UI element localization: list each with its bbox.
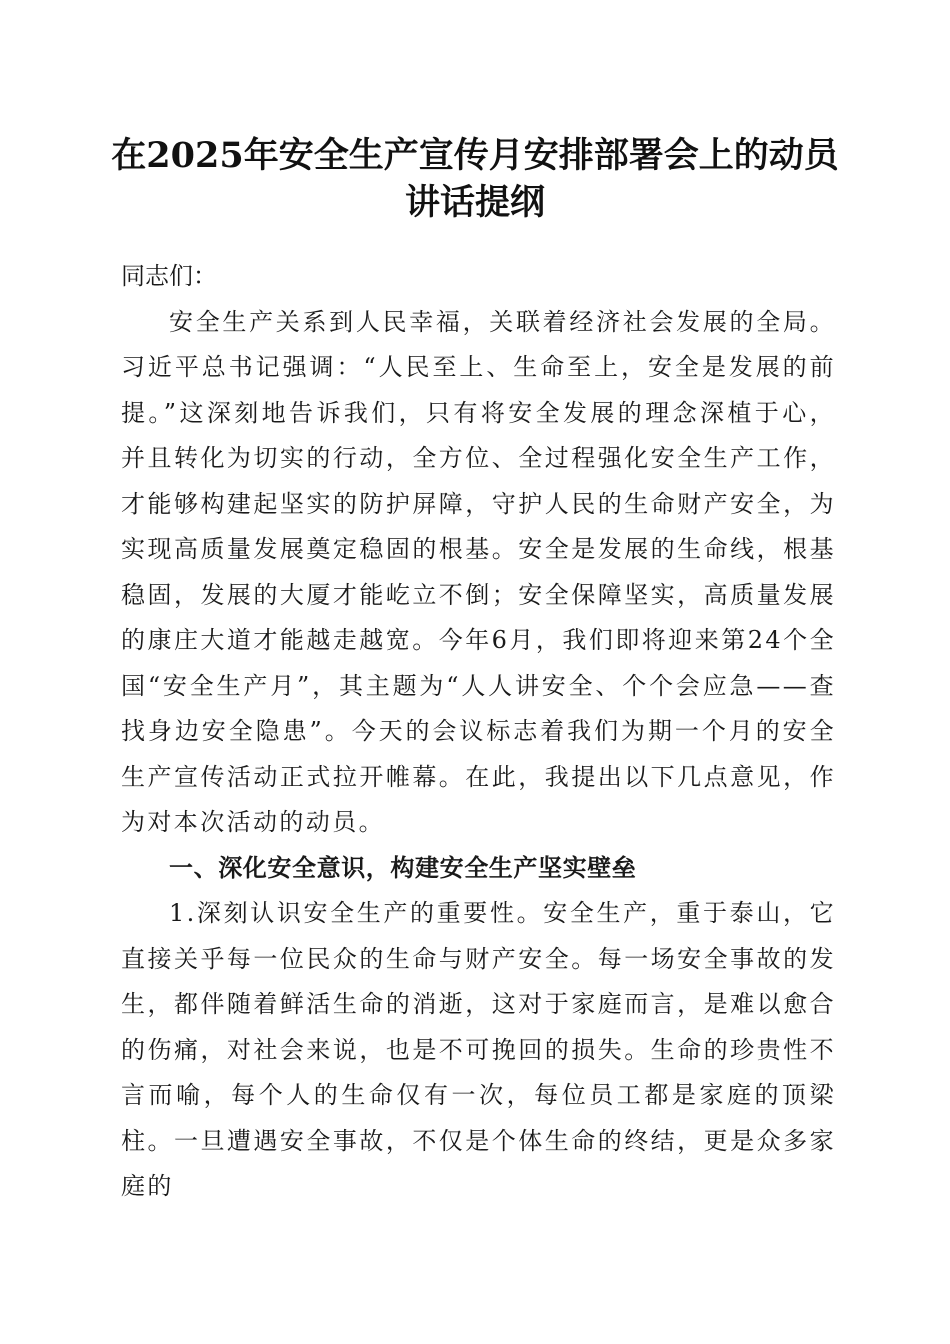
greeting: 同志们： — [121, 262, 217, 290]
intro-paragraph: 安全生产关系到人民幸福，关联着经济社会发展的全局。习近平总书记强调：“人民至上、生命至上，安全是发展的前提。”这深刻地告诉我们，只有将安全发展的理念深植于心，并且转化为切实的行动，全方位、全过程强化安全生产工作，才能够构建起坚实的防护屏障，守护人民的生命财产安全，为实现高质量发展奠定稳固的根基。安全是发展的生命线，根基稳固，发展的大厦才能屹立不倒；安全保障坚实，高质量发展的康庄大道才能越走越宽。今年6月，我们即将迎来第24个全国“安全生产月”，其主题为“人人讲安全、个个会应急——查找身边安全隐患”。今天的会议标志着我们为期一个月的安全生产宣传活动正式拉开帷幕。在此，我提出以下几点意见，作为对本次活动的动员。 — [121, 307, 836, 836]
section-heading: 一、深化安全意识，构建安全生产坚实壁垒 — [169, 853, 637, 882]
section-paragraph: 1.深刻认识安全生产的重要性。安全生产，重于泰山，它直接关乎每一位民众的生命与财产安全。每一场安全事故的发生，都伴随着鲜活生命的消逝，这对于家庭而言，是难以愈合的伤痛，对社会来说，也是不可挽回的损失。生命的珍贵性不言而喻，每个人的生命仅有一次，每位员工都是家庭的顶梁柱。一旦遭遇安全事故，不仅是个体生命的终结，更是众多家庭的 — [121, 899, 836, 1200]
document-title: 在2025年安全生产宣传月安排部署会上的动员讲话提纲 — [111, 135, 839, 223]
document-body — [121, 254, 836, 1210]
